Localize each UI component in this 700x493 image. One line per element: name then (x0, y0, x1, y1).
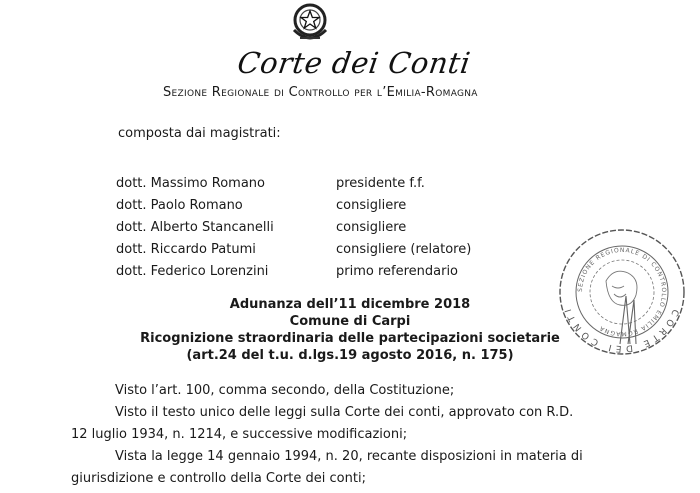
member-role: primo referendario (336, 264, 459, 279)
italian-republic-emblem-icon (284, 0, 336, 46)
municipality-heading: Comune di Carpi (289, 314, 411, 329)
member-role: consigliere (336, 220, 407, 235)
member-name: dott. Massimo Romano (116, 176, 265, 191)
member-role: consigliere (relatore) (336, 242, 472, 257)
composition-intro: composta dai magistrati: (118, 126, 281, 141)
law-reference-heading: (art.24 del t.u. d.lgs.19 agosto 2016, n. 175) (186, 348, 514, 363)
stamp-inner-text: SEZIONE REGIONALE DI CONTROLLO EMILIA ROMAGNA (576, 246, 668, 338)
member-role: presidente f.f. (336, 176, 425, 191)
stamp-outer-text: CORTE DEI CONTI (562, 303, 681, 354)
body-line: giurisdizione e controllo della Corte dei conti; (71, 471, 366, 486)
member-role: consigliere (336, 198, 407, 213)
member-name: dott. Riccardo Patumi (116, 242, 256, 257)
member-name: dott. Federico Lorenzini (116, 264, 269, 279)
body-line: Visto il testo unico delle leggi sulla Corte dei conti, approvato con R.D. (115, 405, 574, 420)
court-name-logo: Corte dei Conti (235, 46, 473, 80)
body-line: 12 luglio 1934, n. 1214, e successive modificazioni; (71, 427, 408, 442)
official-seal-stamp (556, 226, 688, 358)
body-line: Visto l’art. 100, comma secondo, della Costituzione; (115, 383, 455, 398)
member-name: dott. Paolo Romano (116, 198, 243, 213)
section-title: Sezione Regionale di Controllo per l’Emilia-Romagna (163, 85, 478, 100)
subject-heading: Ricognizione straordinaria delle partecipazioni societarie (140, 331, 560, 346)
body-line: Vista la legge 14 gennaio 1994, n. 20, recante disposizioni in materia di (115, 449, 583, 464)
member-name: dott. Alberto Stancanelli (116, 220, 274, 235)
meeting-date-heading: Adunanza dell’11 dicembre 2018 (229, 297, 471, 312)
